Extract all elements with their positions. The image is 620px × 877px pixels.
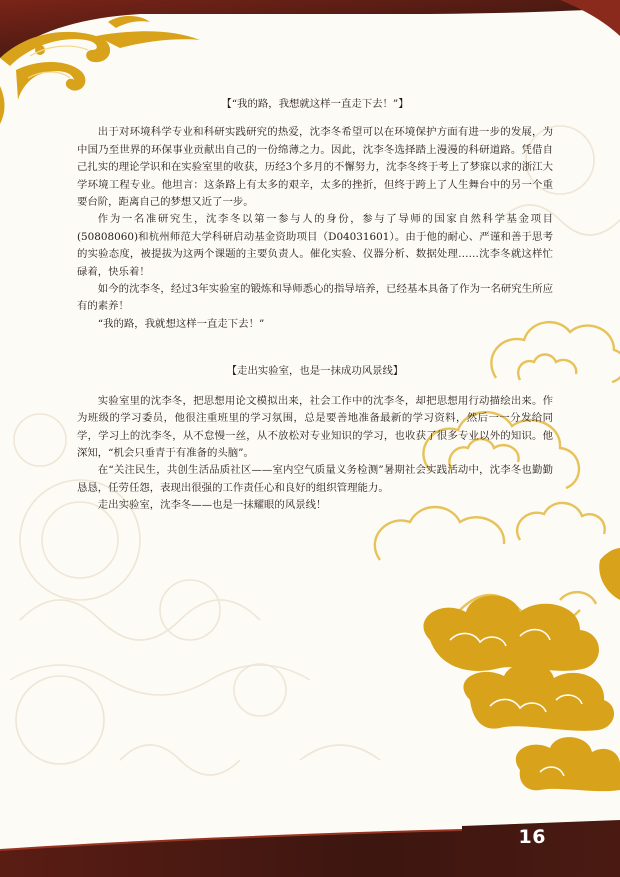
paragraph: 如今的沈李冬，经过3年实验室的锻炼和导师悉心的指导培养，已经基本具备了作为一名研究生所应有的素养！	[77, 283, 553, 313]
paragraph: 走出实验室，沈李冬——也是一抹耀眼的风景线！	[97, 499, 327, 512]
section-heading: 【“我的路，我想就这样一直走下去！”】	[221, 98, 409, 110]
paragraph: 实验室里的沈李冬，把思想用论文模拟出来，社会工作中的沈李冬，却把思想用行动描绘出来。作为班级的学习委员，他很注重班里的学习氛围，总是要善地准备最新的学习资料，然后一一分发给同学，学习上的沈李冬，从不怠慢一丝，从不放松对专业知识的学习，也收获了很多专业以外的知识。他深知，“机会只垂青于有准备的头脑”。	[77, 394, 553, 459]
paragraph: 在“关注民生，共创生活品质社区——室内空气质量义务检测”暑期社会实践活动中，沈李冬也勤勤恳恳，任劳任怨，表现出很强的工作责任心和良好的组织管理能力。	[77, 464, 553, 494]
paragraph: 出于对环境科学专业和科研实践研究的热爱，沈李冬希望可以在环境保护方面有进一步的发展，为中国乃至世界的环保事业贡献出自己的一份绵薄之力。因此，沈李冬选择踏上漫漫的科研道路。凭借自己扎实的理论学识和在实验室里的收获，历经3个多月的不懈努力，沈李冬终于考上了梦寐以求的浙江大学环境工程专业。他坦言：这条路上有太多的艰辛，太多的挫折，但终于跨上了人生舞台中的另一个重要台阶，距离自己的梦想又近了一步。	[77, 126, 553, 209]
paragraph: 作为一名准研究生，沈李冬以第一参与人的身份，参与了导师的国家自然科学基金项目(50808060)和杭州师范大学科研启动基金资助项目（D04031601）。由于他的耐心、严谨和善于思考的实验态度，被提拔为这两个课题的主要负责人。催化实验、仪器分析、数据处理……沈李冬就这样忙碌着，快乐着！	[77, 213, 553, 278]
page-number: 16	[518, 826, 546, 848]
article-body	[77, 96, 553, 515]
section-heading: 【走出实验室，也是一抹成功风景线】	[226, 365, 404, 378]
paragraph: “我的路，我就想这样一直走下去！”	[97, 317, 265, 330]
